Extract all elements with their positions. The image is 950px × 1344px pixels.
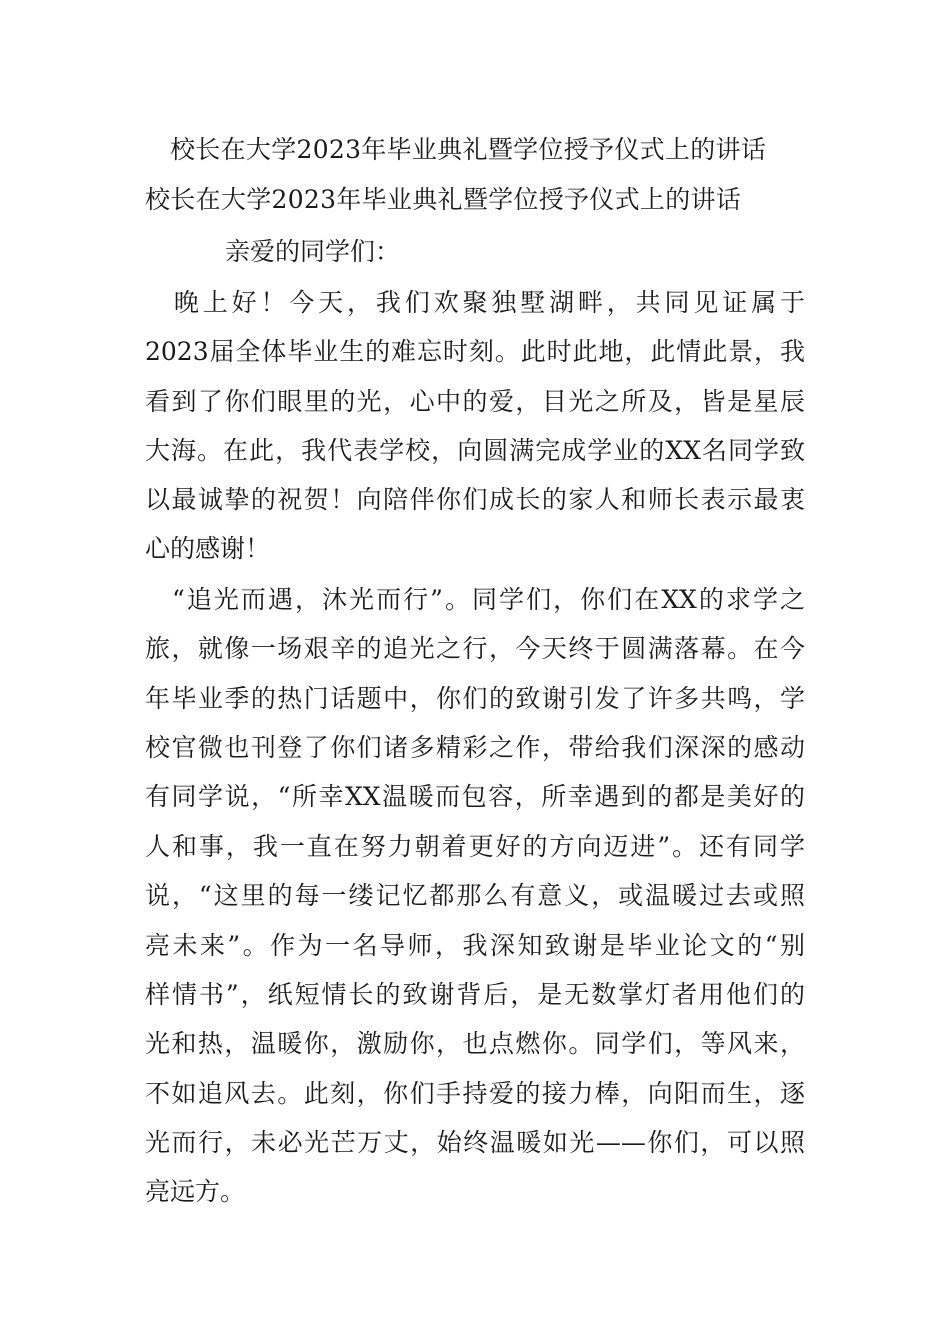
paragraph-2-line: 有同学说，“所幸XX温暖而包容，所幸遇到的都是美好的	[145, 782, 805, 811]
paragraph-1-line: 心的感谢！	[145, 534, 271, 563]
paragraph-2-line: 校官微也刊登了你们诸多精彩之作，带给我们深深的感动	[145, 733, 805, 762]
paragraph-1-line: 2023届全体毕业生的难忘时刻。此时此地，此情此景，我	[145, 337, 805, 366]
paragraph-2-line: 光和热，温暖你，激励你，也点燃你。同学们，等风来，	[145, 1029, 805, 1058]
paragraph-2-line: 旅，就像一场艰辛的追光之行，今天终于圆满落幕。在今	[145, 634, 805, 663]
salutation: 亲爱的同学们：	[225, 237, 401, 266]
paragraph-2-line: 年毕业季的热门话题中，你们的致谢引发了许多共鸣，学	[145, 684, 805, 713]
paragraph-1-line: 以最诚挚的祝贺！向陪伴你们成长的家人和师长表示最衷	[145, 485, 805, 514]
paragraph-2-line: 光而行，未必光芒万丈，始终温暖如光——你们，可以照	[145, 1128, 805, 1157]
paragraph-1-line: 大海。在此，我代表学校，向圆满完成学业的XX名同学致	[145, 436, 805, 465]
paragraph-1-line: 晚上好！今天，我们欢聚独墅湖畔，共同见证属于	[145, 288, 805, 317]
paragraph-2-line: 不如追风去。此刻，你们手持爱的接力棒，向阳而生，逐	[145, 1079, 805, 1108]
paragraph-2-line: 说，“这里的每一缕记忆都那么有意义，或温暖过去或照	[145, 881, 805, 910]
paragraph-2-line: 亮远方。	[145, 1177, 246, 1206]
document-title: 校长在大学2023年毕业典礼暨学位授予仪式上的讲话	[170, 135, 767, 164]
paragraph-2-line: “追光而遇，沐光而行”。同学们，你们在XX的求学之	[145, 585, 805, 614]
paragraph-2-line: 亮未来”。作为一名导师，我深知致谢是毕业论文的“别	[145, 931, 805, 960]
document-title-repeat: 校长在大学2023年毕业典礼暨学位授予仪式上的讲话	[145, 185, 742, 214]
paragraph-2-line: 样情书”，纸短情长的致谢背后，是无数掌灯者用他们的	[145, 980, 805, 1009]
paragraph-2-line: 人和事，我一直在努力朝着更好的方向迈进”。还有同学	[145, 832, 805, 861]
paragraph-1-line: 看到了你们眼里的光，心中的爱，目光之所及，皆是星辰	[145, 387, 805, 416]
